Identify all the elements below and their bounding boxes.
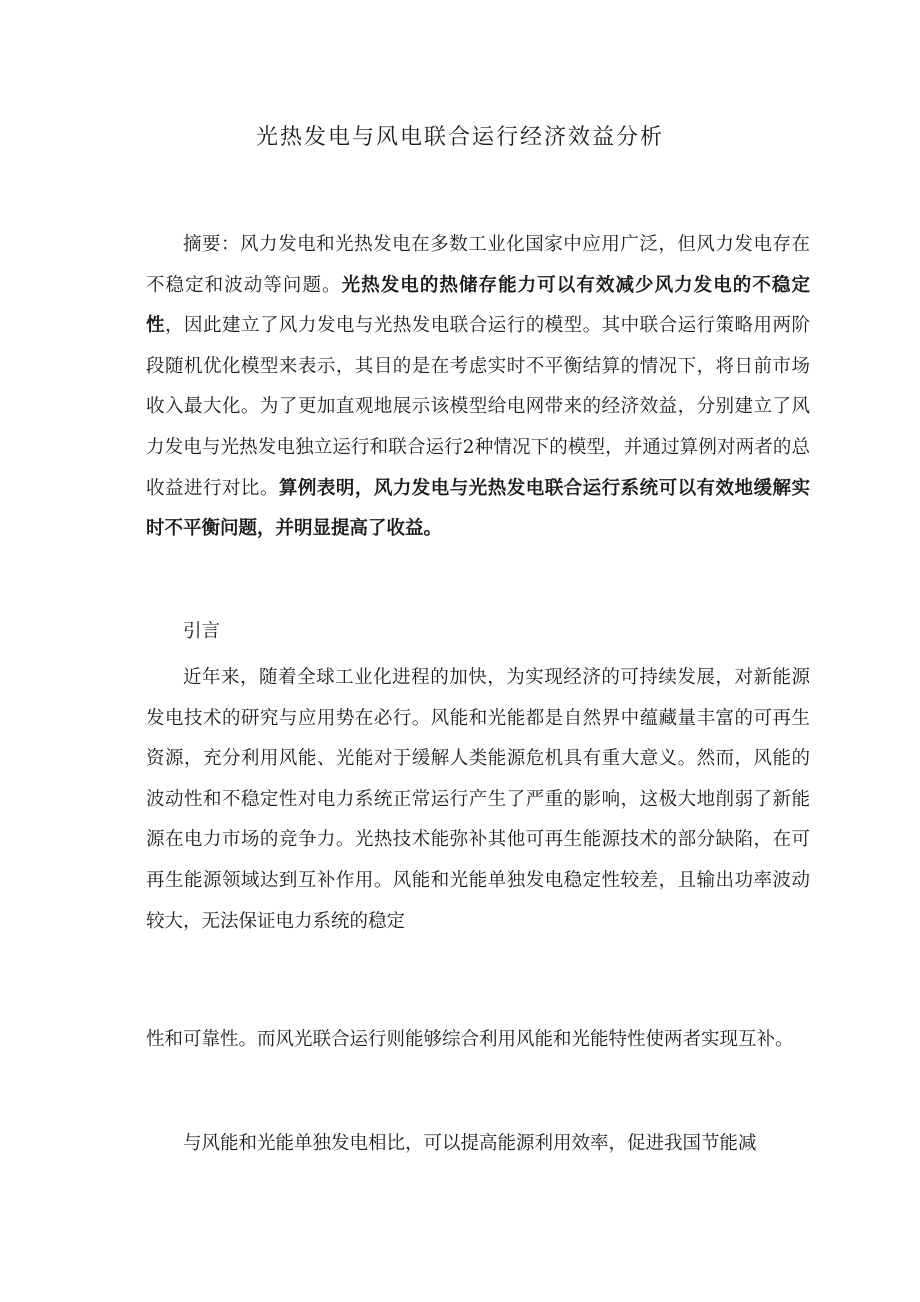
intro-paragraph-2: 性和可靠性。而风光联合运行则能够综合利用风能和光能特性使两者实现互补。 (146, 1029, 794, 1050)
abstract-text-2-bold: 光热发电的热储存能力可以有效减少风力发电的不稳定性 (146, 274, 810, 337)
intro-paragraph-3: 与风能和光能单独发电相比，可以提高能源利用效率，促进我国节能减 (183, 1133, 757, 1154)
abstract-label: 摘要： (183, 234, 241, 255)
document-title: 光热发电与风电联合运行经济效益分析 (255, 125, 664, 150)
abstract-text-3: ，因此建立了风力发电与光热发电联合运行的模型。其中联合运行策略用两阶段随机优化模型来表示，其目的是在考虑实时不平衡结算的情况下，将日前市场收入最大化。为了更加直观地展示该模型给电网带来的经济效益，分别建立了风力发电与光热发电独立运行和联合运行2种情况下的模型，并通过算例对两者的总收益进行对比。 (146, 315, 810, 499)
abstract-paragraph (146, 225, 810, 550)
abstract-text-4-bold: 算例表明，风力发电与光热发电联合运行系统可以有效地缓解实时不平衡问题，并明显提高了收益。 (146, 477, 810, 540)
intro-heading: 引言 (183, 621, 221, 642)
abstract-text-1: 风力发电和光热发电在多数工业化国家中应用广泛，但风力发电存在不稳定和波动等问题。 (146, 234, 810, 296)
intro-paragraph-1: 近年来，随着全球工业化进程的加快，为实现经济的可持续发展，对新能源发电技术的研究与应用势在必行。风能和光能都是自然界中蕴藏量丰富的可再生资源，充分利用风能、光能对于缓解人类能源危机具有重大意义。然而，风能的波动性和不稳定性对电力系统正常运行产生了严重的影响，这极大地削弱了新能源在电力市场的竞争力。光热技术能弥补其他可再生能源技术的部分缺陷，在可再生能源领域达到互补作用。风能和光能单独发电稳定性较差，且输出功率波动较大，无法保证电力系统的稳定 (146, 667, 810, 932)
